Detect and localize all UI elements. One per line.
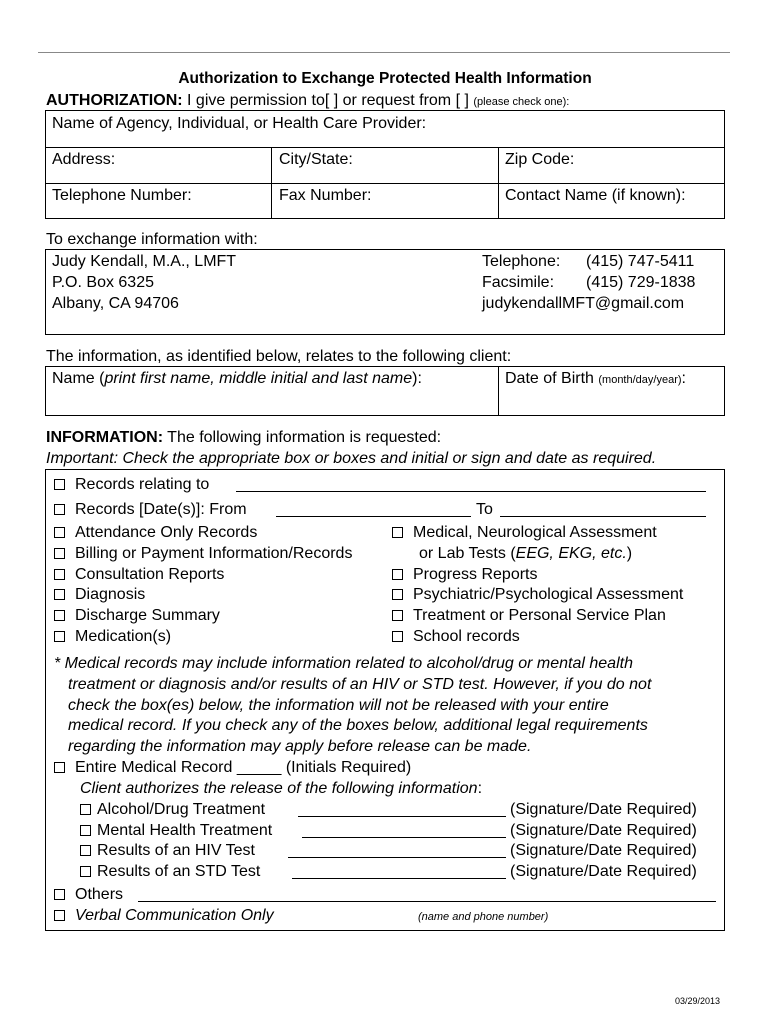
medical-note-line: check the box(es) below, the information will not be released with your entire [68, 697, 609, 714]
information-box [45, 469, 725, 931]
verbal-label: Verbal Communication Only [75, 907, 274, 924]
records-relating-line[interactable] [236, 478, 706, 492]
sensitive-checkbox[interactable] [80, 866, 91, 877]
entire-record-label: Entire Medical Record [75, 759, 233, 776]
provider-name-field[interactable]: Name of Agency, Individual, or Health Care Provider: [52, 115, 427, 132]
signature-line[interactable] [292, 865, 506, 879]
city-state-field[interactable]: City/State: [279, 151, 353, 168]
signature-line[interactable] [288, 844, 506, 858]
record-type-label: Discharge Summary [75, 607, 220, 624]
exchange-heading: To exchange information with: [46, 231, 258, 248]
sensitive-item [80, 841, 255, 860]
information-label: INFORMATION: [46, 429, 164, 446]
client-name-label-end: ): [412, 370, 422, 387]
signature-required: (Signature/Date Required) [510, 863, 697, 880]
signature-required: (Signature/Date Required) [510, 842, 697, 859]
records-dates-checkbox[interactable] [54, 504, 65, 515]
record-type-label: School records [413, 628, 520, 645]
dob-format: (month/day/year) [598, 374, 682, 386]
telephone-label: Telephone: [482, 253, 561, 270]
records-relating-checkbox[interactable] [54, 479, 65, 490]
record-type-checkbox[interactable] [54, 548, 65, 559]
col-divider [271, 147, 272, 219]
record-type-label-end: ) [626, 545, 633, 562]
fax-label: Facsimile: [482, 274, 555, 291]
record-type-checkbox[interactable] [54, 569, 65, 580]
record-type-label: Treatment or Personal Service Plan [413, 607, 666, 624]
entire-record-checkbox[interactable] [54, 762, 65, 773]
client-heading: The information, as identified below, relates to the following client: [46, 348, 512, 365]
sensitive-checkbox[interactable] [80, 845, 91, 856]
sensitive-item [80, 862, 260, 881]
record-type-checkbox[interactable] [392, 569, 403, 580]
record-type-checkbox[interactable] [392, 610, 403, 621]
records-to-line[interactable] [500, 503, 706, 517]
authorization-label: AUTHORIZATION: [46, 92, 183, 109]
records-to-label: To [476, 501, 493, 518]
telephone-value: (415) 747-5411 [586, 253, 695, 270]
information-text: The following information is requested: [163, 429, 442, 446]
record-type-item [54, 606, 220, 625]
record-type-examples: EEG, EKG, etc. [515, 545, 627, 562]
information-line [46, 428, 441, 447]
important-note: Important: Check the appropriate box or boxes and initial or sign and date as required. [46, 450, 657, 467]
signature-line[interactable] [302, 824, 506, 838]
record-type-label: Medication(s) [75, 628, 172, 645]
records-dates-row [54, 500, 247, 519]
sensitive-label: Results of an STD Test [97, 863, 261, 880]
zip-code-field[interactable]: Zip Code: [505, 151, 575, 168]
address-field[interactable]: Address: [52, 151, 116, 168]
dob-field[interactable] [505, 369, 686, 390]
client-authorizes [80, 779, 482, 798]
signature-line[interactable] [298, 803, 506, 817]
sensitive-checkbox[interactable] [80, 804, 91, 815]
provider-name: Judy Kendall, M.A., LMFT [52, 253, 237, 270]
record-type-checkbox[interactable] [392, 631, 403, 642]
record-type-item [54, 565, 224, 584]
signature-required: (Signature/Date Required) [510, 801, 697, 818]
top-rule [38, 52, 730, 53]
records-from-line[interactable] [276, 503, 471, 517]
initials-blank[interactable]: _____ [236, 759, 282, 776]
verbal-checkbox[interactable] [54, 910, 65, 921]
fax-value: (415) 729-1838 [586, 274, 696, 291]
record-type-item [54, 544, 352, 563]
record-type-checkbox[interactable] [54, 610, 65, 621]
sensitive-label: Alcohol/Drug Treatment [97, 801, 266, 818]
records-dates-label: Records [Date(s)]: From [75, 501, 247, 518]
provider-po-box: P.O. Box 6325 [52, 274, 154, 291]
col-divider [498, 147, 499, 219]
medical-note-line: medical record. If you check any of the boxes below, additional legal requirements [68, 717, 648, 734]
record-type-label: Billing or Payment Information/Records [75, 545, 353, 562]
authorization-note: (please check one): [473, 96, 570, 108]
row-divider [46, 147, 724, 148]
provider-table [45, 110, 725, 219]
record-type-item [392, 627, 520, 646]
record-type-item [392, 565, 538, 584]
medical-note-line: treatment or diagnosis and/or results of an HIV or STD test. However, if you do not [68, 676, 652, 693]
record-type-label: Consultation Reports [75, 566, 225, 583]
others-label: Others [75, 886, 124, 903]
record-type-checkbox[interactable] [392, 527, 403, 538]
record-type-item [54, 585, 145, 604]
record-type-item [54, 523, 257, 542]
record-type-label: Medical, Neurological Assessment [413, 524, 657, 541]
client-name-label: Name ( [52, 370, 105, 387]
record-type-checkbox[interactable] [54, 631, 65, 642]
record-type-checkbox[interactable] [54, 527, 65, 538]
record-type-item [392, 585, 683, 604]
page-title: Authorization to Exchange Protected Health Information [178, 70, 592, 87]
record-type-item [392, 606, 666, 625]
record-type-label: Diagnosis [75, 586, 146, 603]
record-type-continued [419, 544, 632, 563]
authorization-line [46, 91, 569, 112]
email-value: judykendallMFT@gmail.com [482, 295, 685, 312]
medical-note-line: * Medical records may include information related to alcohol/drug or mental health [54, 655, 633, 672]
record-type-checkbox[interactable] [392, 589, 403, 600]
signature-required: (Signature/Date Required) [510, 822, 697, 839]
others-line[interactable] [138, 888, 716, 902]
others-row [54, 885, 123, 904]
client-box [45, 366, 725, 416]
record-type-checkbox[interactable] [54, 589, 65, 600]
client-authorizes-text: Client authorizes the release of the following information [80, 780, 478, 797]
row-divider [46, 183, 724, 184]
client-name-field[interactable] [52, 369, 422, 388]
sensitive-item [80, 821, 272, 840]
dob-colon: : [681, 370, 686, 387]
contact-name-field[interactable]: Contact Name (if known): [505, 187, 686, 204]
record-type-label: Progress Reports [413, 566, 538, 583]
exchange-box [45, 249, 725, 335]
record-type-item [392, 523, 657, 542]
record-type-item [54, 627, 171, 646]
sensitive-label: Mental Health Treatment [97, 822, 273, 839]
col-divider [498, 367, 499, 415]
entire-record-row [54, 758, 411, 777]
telephone-field[interactable]: Telephone Number: [52, 187, 192, 204]
fax-field[interactable]: Fax Number: [279, 187, 372, 204]
initials-required: (Initials Required) [285, 759, 412, 776]
records-relating-label: Records relating to [75, 476, 210, 493]
provider-city: Albany, CA 94706 [52, 295, 179, 312]
record-type-label: or Lab Tests ( [419, 545, 516, 562]
client-name-instruction: print first name, middle initial and last name [104, 370, 413, 387]
sensitive-checkbox[interactable] [80, 825, 91, 836]
sensitive-label: Results of an HIV Test [97, 842, 255, 859]
client-authorizes-colon: : [477, 780, 483, 797]
sensitive-item [80, 800, 265, 819]
dob-label: Date of Birth [505, 370, 599, 387]
verbal-row [54, 906, 274, 925]
record-type-label: Psychiatric/Psychological Assessment [413, 586, 684, 603]
medical-note-line: regarding the information may apply before release can be made. [68, 738, 532, 755]
others-checkbox[interactable] [54, 889, 65, 900]
record-type-label: Attendance Only Records [75, 524, 258, 541]
name-phone-note: (name and phone number) [418, 911, 549, 923]
footer-date: 03/29/2013 [675, 996, 721, 1006]
authorization-text: I give permission to[ ] or request from [ ] [182, 92, 474, 109]
records-relating-row [54, 475, 209, 494]
